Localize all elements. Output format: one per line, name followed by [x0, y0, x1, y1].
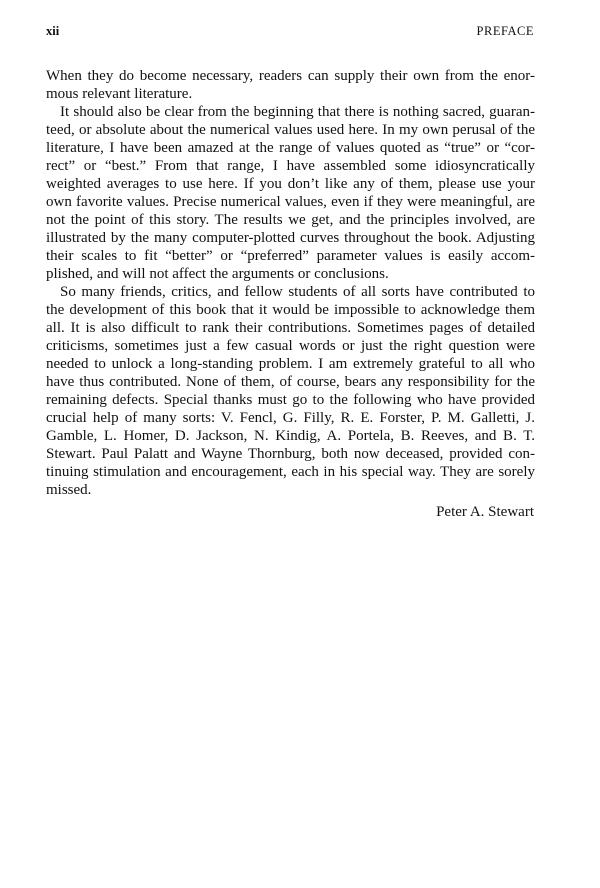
paragraph	[46, 283, 535, 499]
text-line: own favorite values. Precise numerical values, even if they were meaningful, are	[46, 194, 535, 210]
preface-body	[46, 67, 535, 499]
text-line: crucial help of many sorts: V. Fencl, G. Filly, R. E. Forster, P. M. Galletti, J.	[46, 410, 535, 426]
text-line: It should also be clear from the beginning that there is nothing sacred, guaran-	[60, 104, 535, 120]
paragraph	[46, 67, 535, 103]
text-line: have thus contributed. None of them, of course, bears any responsibility for the	[46, 374, 535, 390]
text-line: When they do become necessary, readers can supply their own from the enor-	[46, 68, 535, 84]
paragraph	[46, 103, 535, 283]
text-line: So many friends, critics, and fellow students of all sorts have contributed to	[60, 284, 535, 300]
text-line: Stewart. Paul Palatt and Wayne Thornburg, both now deceased, provided con-	[46, 446, 535, 462]
text-line: tinuing stimulation and encouragement, each in his special way. They are sorely	[46, 464, 535, 480]
running-head: PREFACE	[476, 24, 534, 38]
text-line: needed to unlock a long-standing problem. I am extremely grateful to all who	[46, 356, 535, 372]
text-line: literature, I have been amazed at the range of values quoted as “true” or “cor-	[46, 140, 535, 156]
text-line: their scales to fit “better” or “preferred” parameter values is easily accom-	[46, 248, 535, 264]
text-line: missed.	[46, 482, 92, 498]
text-line: the development of this book that it would be impossible to acknowledge them	[46, 302, 535, 318]
page-number: xii	[46, 24, 60, 38]
text-line: teed, or absolute about the numerical values used here. In my own perusal of the	[46, 122, 535, 138]
text-line: plished, and will not affect the arguments or conclusions.	[46, 266, 389, 282]
text-line: illustrated by the many computer-plotted curves throughout the book. Adjusting	[46, 230, 535, 246]
text-line: mous relevant literature.	[46, 86, 193, 102]
text-line: not the point of this story. The results we get, and the principles involved, are	[46, 212, 535, 228]
text-line: weighted averages to use here. If you don’t like any of them, please use your	[46, 176, 535, 192]
author-signature: Peter A. Stewart	[436, 504, 534, 520]
text-line: remaining defects. Special thanks must go to the following who have provided	[46, 392, 535, 408]
text-line: Gamble, L. Homer, D. Jackson, N. Kindig, A. Portela, B. Reeves, and B. T.	[46, 428, 535, 444]
text-line: all. It is also difficult to rank their contributions. Sometimes pages of detailed	[46, 320, 535, 336]
text-line: rect” or “best.” From that range, I have assembled some idiosyncratically	[46, 158, 535, 174]
text-line: criticisms, sometimes just a few casual words or just the right question were	[46, 338, 535, 354]
